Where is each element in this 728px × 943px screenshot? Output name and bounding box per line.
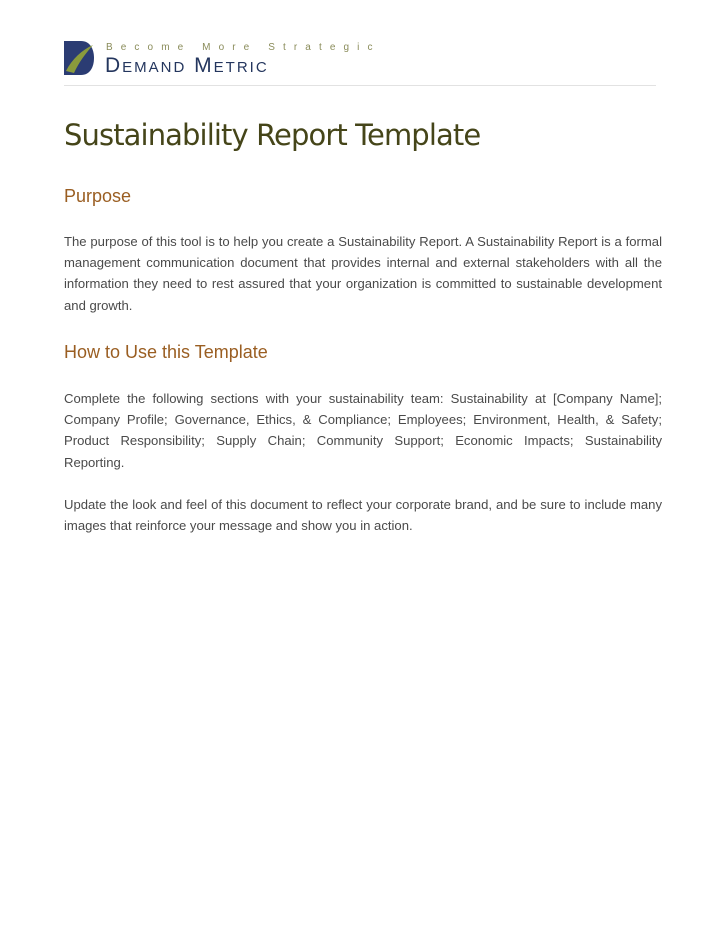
document-header bbox=[64, 38, 656, 86]
purpose-heading: Purpose bbox=[64, 186, 132, 206]
header-divider bbox=[64, 85, 656, 86]
brand-tagline: Become More Strategic bbox=[106, 42, 381, 53]
demand-metric-logo-icon bbox=[64, 41, 94, 75]
brand-name: Demand Metric bbox=[105, 54, 269, 77]
update-look-paragraph: Update the look and feel of this document to reflect your corporate brand, and be sure to include many images that reinforce your message and show you in action. bbox=[64, 497, 662, 534]
how-to-use-paragraph: Complete the following sections with your sustainability team: Sustainability at [Company Name]; Company Profile; Governance, Ethics, & Compliance; Employees; Environment, Health, & Safety; Product Responsibility; Supply Chain; Community Support; Economic Impacts; Sustainability Reporting. bbox=[64, 391, 662, 470]
page-title: Sustainability Report Template bbox=[64, 118, 481, 152]
purpose-paragraph: The purpose of this tool is to help you create a Sustainability Report. A Sustainability Report is a formal management communication document that provides internal and external stakeholders with all the information they need to rest assured that your organization is committed to sustainable development and growth. bbox=[64, 234, 662, 313]
how-to-use-heading: How to Use this Template bbox=[64, 342, 268, 362]
